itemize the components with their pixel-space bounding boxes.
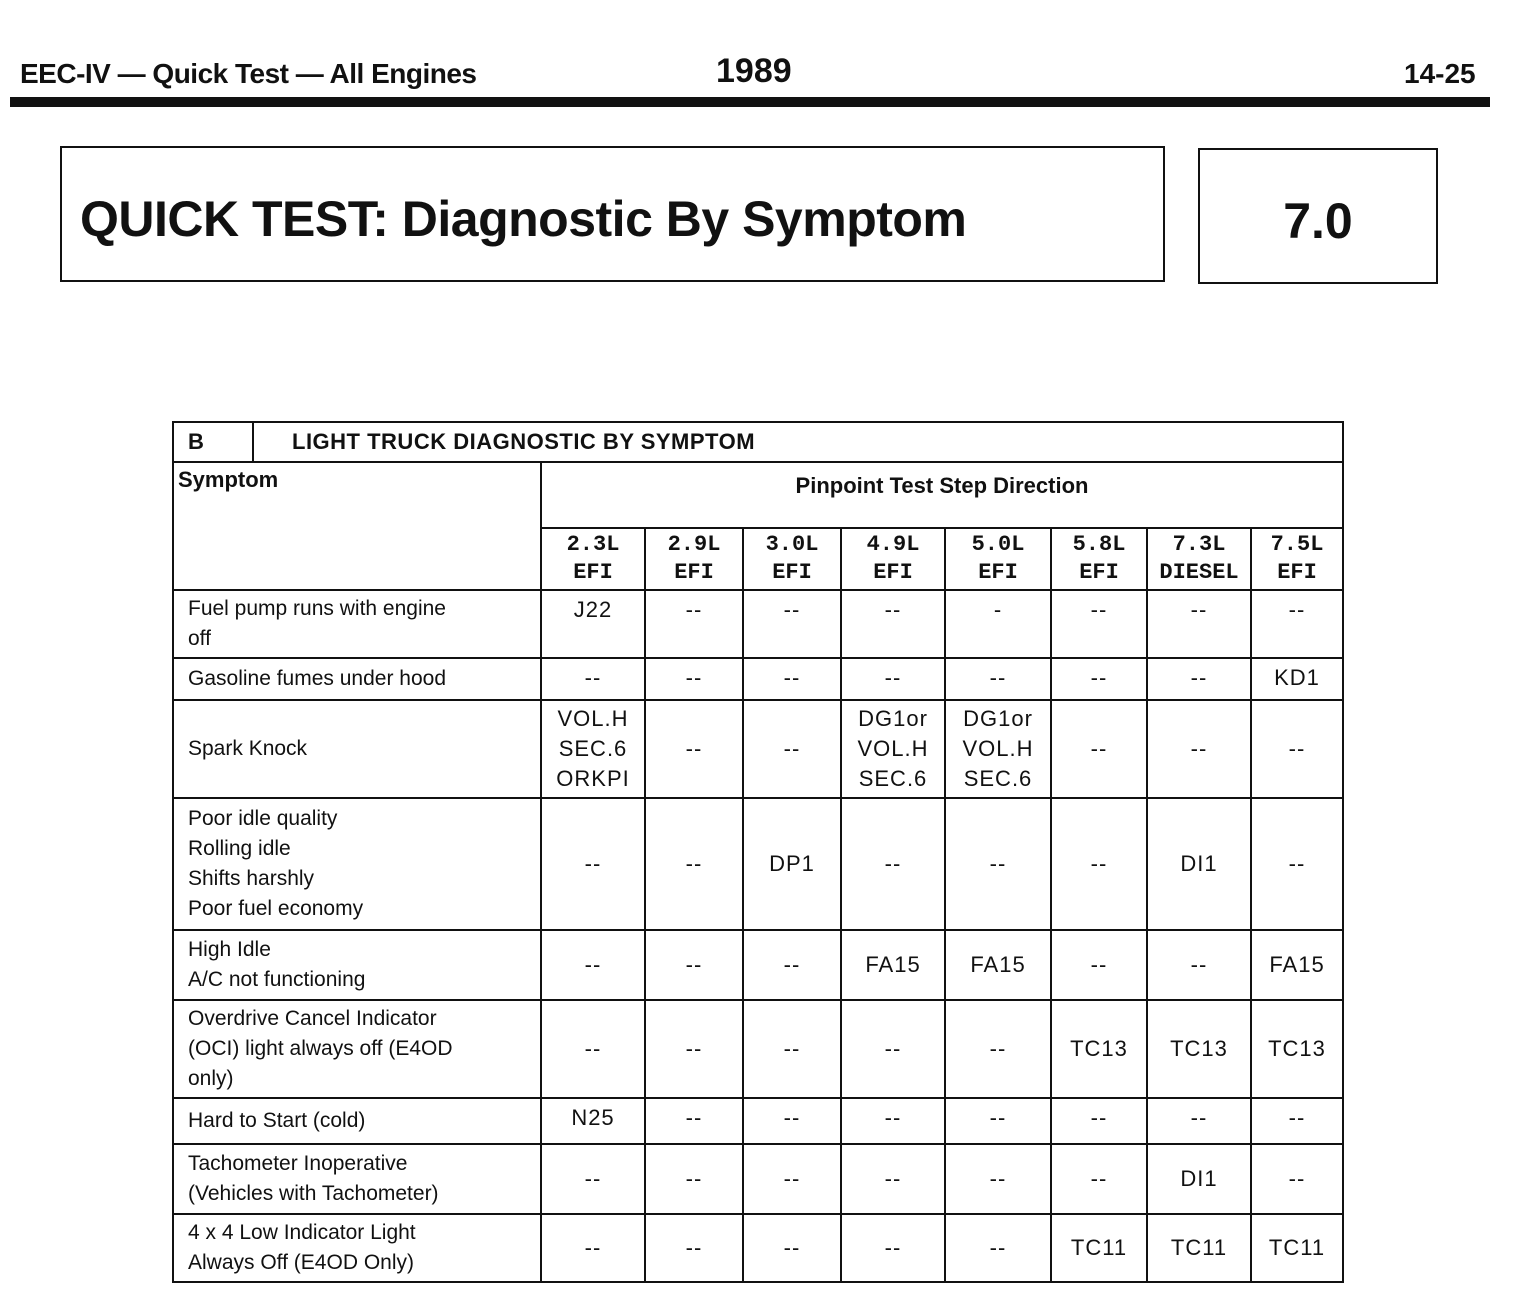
engine-displacement: 3.0L <box>765 532 819 557</box>
pinpoint-cell: DI1 <box>1147 798 1251 930</box>
pinpoint-cell: -- <box>541 1214 645 1282</box>
pinpoint-text-line: VOL.H <box>962 736 1034 761</box>
pinpoint-cell: -- <box>1051 1144 1147 1214</box>
pinpoint-cell: DP1 <box>743 798 841 930</box>
pinpoint-cell: -- <box>1251 1098 1343 1144</box>
pinpoint-text-line: VOL.H <box>857 736 929 761</box>
pinpoint-cell: -- <box>945 1098 1051 1144</box>
pinpoint-cell: -- <box>841 1000 945 1098</box>
symptom-text: Hard to Start (cold) <box>188 1109 366 1132</box>
table-row <box>173 930 1343 1000</box>
section-title: LIGHT TRUCK DIAGNOSTIC BY SYMPTOM <box>253 422 1343 462</box>
pinpoint-cell: -- <box>841 590 945 658</box>
engine-displacement: 2.3L <box>566 532 620 557</box>
engine-type: EFI <box>772 560 812 585</box>
engine-type: EFI <box>573 560 613 585</box>
engine-type: EFI <box>674 560 714 585</box>
pinpoint-cell: J22 <box>541 590 645 658</box>
pinpoint-cell: -- <box>541 1144 645 1214</box>
symptom-cell <box>173 1214 541 1282</box>
symptom-cell <box>173 1000 541 1098</box>
symptom-text: 4 x 4 Low Indicator Light <box>188 1221 416 1244</box>
pinpoint-text-line: SEC.6 <box>963 766 1033 791</box>
pinpoint-cell: -- <box>645 1000 743 1098</box>
running-header-year: 1989 <box>716 52 792 90</box>
pinpoint-cell: -- <box>541 658 645 700</box>
pinpoint-cell: -- <box>1051 1098 1147 1144</box>
pinpoint-cell: -- <box>945 1214 1051 1282</box>
engine-header-cell <box>945 528 1051 590</box>
pinpoint-cell: -- <box>945 1144 1051 1214</box>
engine-header-cell <box>743 528 841 590</box>
table-row <box>173 1214 1343 1282</box>
pinpoint-cell: TC11 <box>1147 1214 1251 1282</box>
pinpoint-text-line: SEC.6 <box>858 766 928 791</box>
table-row <box>173 590 1343 658</box>
symptom-text: High Idle <box>188 938 271 961</box>
pinpoint-cell: -- <box>1051 798 1147 930</box>
pinpoint-cell: -- <box>743 1098 841 1144</box>
symptom-text: Tachometer Inoperative <box>188 1152 408 1175</box>
engine-displacement: 7.5L <box>1270 532 1324 557</box>
engine-header-cell <box>1251 528 1343 590</box>
engine-type: EFI <box>873 560 913 585</box>
pinpoint-cell: TC11 <box>1251 1214 1343 1282</box>
symptom-cell <box>173 1144 541 1214</box>
section-header-row <box>173 422 1343 462</box>
symptom-text: Overdrive Cancel Indicator <box>188 1007 437 1030</box>
pinpoint-cell <box>841 700 945 798</box>
symptom-text: (OCI) light always off (E4OD <box>188 1037 453 1060</box>
pinpoint-cell: -- <box>743 590 841 658</box>
symptom-cell <box>173 798 541 930</box>
engine-header-cell <box>1147 528 1251 590</box>
symptom-text: Shifts harshly <box>188 867 315 890</box>
pinpoint-cell: -- <box>945 1000 1051 1098</box>
pinpoint-cell: TC13 <box>1051 1000 1147 1098</box>
engine-displacement: 5.0L <box>971 532 1025 557</box>
engine-type: EFI <box>1079 560 1119 585</box>
symptom-text: Gasoline fumes under hood <box>188 667 446 690</box>
pinpoint-cell <box>945 700 1051 798</box>
pinpoint-cell: -- <box>743 658 841 700</box>
table-row <box>173 1144 1343 1214</box>
engine-displacement: 7.3L <box>1172 532 1226 557</box>
pinpoint-cell: -- <box>645 700 743 798</box>
pinpoint-cell: FA15 <box>841 930 945 1000</box>
engine-header-cell <box>841 528 945 590</box>
symptom-text: Poor fuel economy <box>188 897 364 920</box>
pinpoint-cell: -- <box>841 1214 945 1282</box>
symptom-text: A/C not functioning <box>188 968 366 991</box>
pinpoint-cell: FA15 <box>1251 930 1343 1000</box>
symptom-text: (Vehicles with Tachometer) <box>188 1182 439 1205</box>
engine-displacement: 5.8L <box>1072 532 1126 557</box>
pinpoint-text-line: ORKPI <box>556 766 630 791</box>
pinpoint-cell: -- <box>541 1000 645 1098</box>
pinpoint-cell: -- <box>1051 590 1147 658</box>
pinpoint-cell: -- <box>743 700 841 798</box>
column-group-header-row <box>173 462 1343 528</box>
pinpoint-header: Pinpoint Test Step Direction <box>541 462 1343 528</box>
pinpoint-cell: -- <box>1251 590 1343 658</box>
pinpoint-cell: KD1 <box>1251 658 1343 700</box>
symptom-cell <box>173 700 541 798</box>
engine-type: EFI <box>978 560 1018 585</box>
pinpoint-cell: -- <box>945 798 1051 930</box>
pinpoint-cell: -- <box>841 798 945 930</box>
pinpoint-cell: -- <box>645 1144 743 1214</box>
pinpoint-cell: -- <box>1251 1144 1343 1214</box>
pinpoint-cell: -- <box>1051 700 1147 798</box>
symptom-text: Spark Knock <box>188 737 308 760</box>
symptom-text: Fuel pump runs with engine <box>188 597 446 620</box>
pinpoint-text-line: SEC.6 <box>558 736 628 761</box>
pinpoint-text-line: DG1or <box>963 706 1033 731</box>
pinpoint-cell <box>541 700 645 798</box>
pinpoint-cell: -- <box>645 930 743 1000</box>
pinpoint-cell: -- <box>645 1098 743 1144</box>
pinpoint-cell: -- <box>1147 658 1251 700</box>
header-rule <box>10 97 1490 107</box>
symptom-cell <box>173 590 541 658</box>
symptom-text: off <box>188 627 211 650</box>
pinpoint-cell: DI1 <box>1147 1144 1251 1214</box>
section-number: 7.0 <box>1283 193 1353 249</box>
section-number-box <box>1198 148 1438 284</box>
pinpoint-cell: -- <box>1147 930 1251 1000</box>
engine-type: EFI <box>1277 560 1317 585</box>
table-row <box>173 700 1343 798</box>
pinpoint-cell: -- <box>841 1144 945 1214</box>
engine-header-cell <box>541 528 645 590</box>
pinpoint-cell: -- <box>743 930 841 1000</box>
title-box <box>60 146 1165 282</box>
pinpoint-cell: -- <box>743 1000 841 1098</box>
page-number: 14-25 <box>1404 58 1476 89</box>
pinpoint-text-line: VOL.H <box>557 706 629 731</box>
engine-header-cell <box>645 528 743 590</box>
engine-displacement: 4.9L <box>866 532 920 557</box>
symptom-text: Rolling idle <box>188 837 291 860</box>
symptom-text: Poor idle quality <box>188 807 338 830</box>
symptom-text: only) <box>188 1067 234 1090</box>
pinpoint-cell: -- <box>743 1214 841 1282</box>
page-title: QUICK TEST: Diagnostic By Symptom <box>80 191 967 247</box>
pinpoint-cell: -- <box>541 930 645 1000</box>
pinpoint-cell: -- <box>645 590 743 658</box>
pinpoint-cell: -- <box>841 1098 945 1144</box>
pinpoint-cell: -- <box>1051 658 1147 700</box>
pinpoint-cell: FA15 <box>945 930 1051 1000</box>
engine-displacement: 2.9L <box>667 532 721 557</box>
symptom-rows <box>173 590 1343 1282</box>
table-row <box>173 798 1343 930</box>
pinpoint-cell: -- <box>1147 700 1251 798</box>
engine-header-cell <box>1051 528 1147 590</box>
pinpoint-cell: TC13 <box>1251 1000 1343 1098</box>
pinpoint-cell: TC11 <box>1051 1214 1147 1282</box>
table-row <box>173 1098 1343 1144</box>
table-row <box>173 1000 1343 1098</box>
pinpoint-cell: -- <box>945 658 1051 700</box>
symptom-text: Always Off (E4OD Only) <box>188 1251 414 1274</box>
pinpoint-cell: -- <box>1147 590 1251 658</box>
engine-type: DIESEL <box>1159 560 1239 585</box>
pinpoint-cell: TC13 <box>1147 1000 1251 1098</box>
diagnostic-table <box>172 421 1344 1283</box>
pinpoint-cell: -- <box>541 798 645 930</box>
pinpoint-cell: -- <box>1147 1098 1251 1144</box>
pinpoint-cell: -- <box>645 658 743 700</box>
table-row <box>173 658 1343 700</box>
pinpoint-cell: -- <box>841 658 945 700</box>
pinpoint-cell: -- <box>743 1144 841 1214</box>
symptom-cell <box>173 658 541 700</box>
symptom-cell <box>173 1098 541 1144</box>
running-header-title: EEC-IV — Quick Test — All Engines <box>20 58 477 89</box>
pinpoint-text-line: DG1or <box>858 706 928 731</box>
symptom-cell <box>173 930 541 1000</box>
pinpoint-cell: -- <box>1251 798 1343 930</box>
pinpoint-cell: N25 <box>541 1098 645 1144</box>
pinpoint-cell: -- <box>645 1214 743 1282</box>
pinpoint-cell: -- <box>645 798 743 930</box>
section-code: B <box>173 422 253 462</box>
pinpoint-cell: -- <box>1051 930 1147 1000</box>
pinpoint-cell: - <box>945 590 1051 658</box>
symptom-header: Symptom <box>173 462 541 590</box>
pinpoint-cell: -- <box>1251 700 1343 798</box>
